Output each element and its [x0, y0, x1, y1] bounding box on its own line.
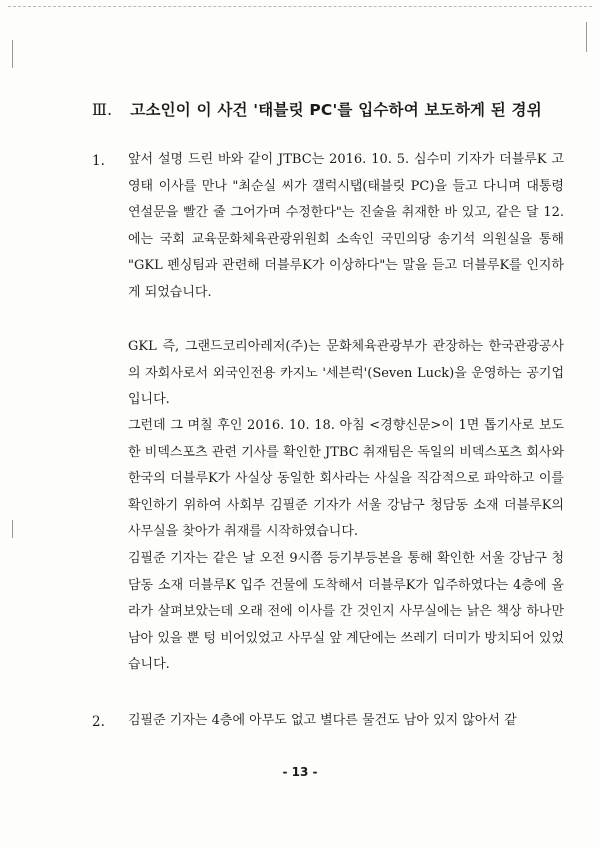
paragraph: 김필준 기자는 같은 날 오전 9시쯤 등기부등본을 통해 확인한 서울 강남구 청담동 소재 더블루K 입주 건물에 도착해서 더블루K가 입주하였다는 4층에 올라가 살펴보았는데 오래 전에 이사를 간 것인지 사무실에는 낡은 책상 하나만 남아 있을 뿐 텅 비어있었고 사무실 앞 계단에는 쓰레기 더미가 방치되어 있었습니다.	[128, 551, 564, 673]
section-heading	[92, 98, 562, 120]
scan-mark	[12, 40, 13, 68]
scan-mark	[12, 520, 13, 538]
scan-mark	[586, 22, 587, 52]
section-title: 고소인이 이 사건 '태블릿 PC'를 입수하여 보도하게 된 경위	[130, 101, 542, 119]
page-number: - 13 -	[282, 765, 318, 779]
item-number: 2.	[92, 714, 105, 730]
paragraph: 그런데 그 며칠 후인 2016. 10. 18. 아침 <경향신문>이 1면 톱기사로 보도한 비덱스포츠 관련 기사를 확인한 JTBC 취재팀은 독일의 비덱스포츠 회사와 한국의 더블루K가 사실상 동일한 회사라는 사실을 직감적으로 파악하고 이를 확인하기 위하여 사회부 김필준 기자가 서울 강남구 청담동 소재 더블루K의 사무실을 찾아가 취재를 시작하였습니다.	[128, 418, 564, 540]
paragraph: 김필준 기자는 4층에 아무도 없고 별다른 물건도 남아 있지 않아서 같	[128, 713, 517, 728]
paragraph: GKL 즉, 그랜드코리아레저(주)는 문화체육관광부가 관장하는 한국관광공사의 자회사로서 외국인전용 카지노 '세븐럭'(Seven Luck)을 운영하는 공기업입니다.	[128, 339, 564, 408]
item-number: 1.	[92, 153, 105, 169]
paragraph: 앞서 설명 드린 바와 같이 JTBC는 2016. 10. 5. 심수미 기자가 더블루K 고영태 이사를 만나 "최순실 씨가 갤럭시탭(태블릿 PC)을 들고 다니며 대통령 연설문을 빨간 줄 그어가며 수정한다"는 진술을 취재한 바 있고, 같은 달 12.에는 국회 교육문화체육관광위원회 소속인 국민의당 송기석 의원실을 통해 "GKL 펜싱팀과 관련해 더블루K가 이상하다"는 말을 듣고 더블루K를 인지하게 되었습니다.	[128, 152, 564, 300]
section-numeral: Ⅲ.	[92, 101, 113, 119]
scan-edge-line	[8, 6, 592, 7]
